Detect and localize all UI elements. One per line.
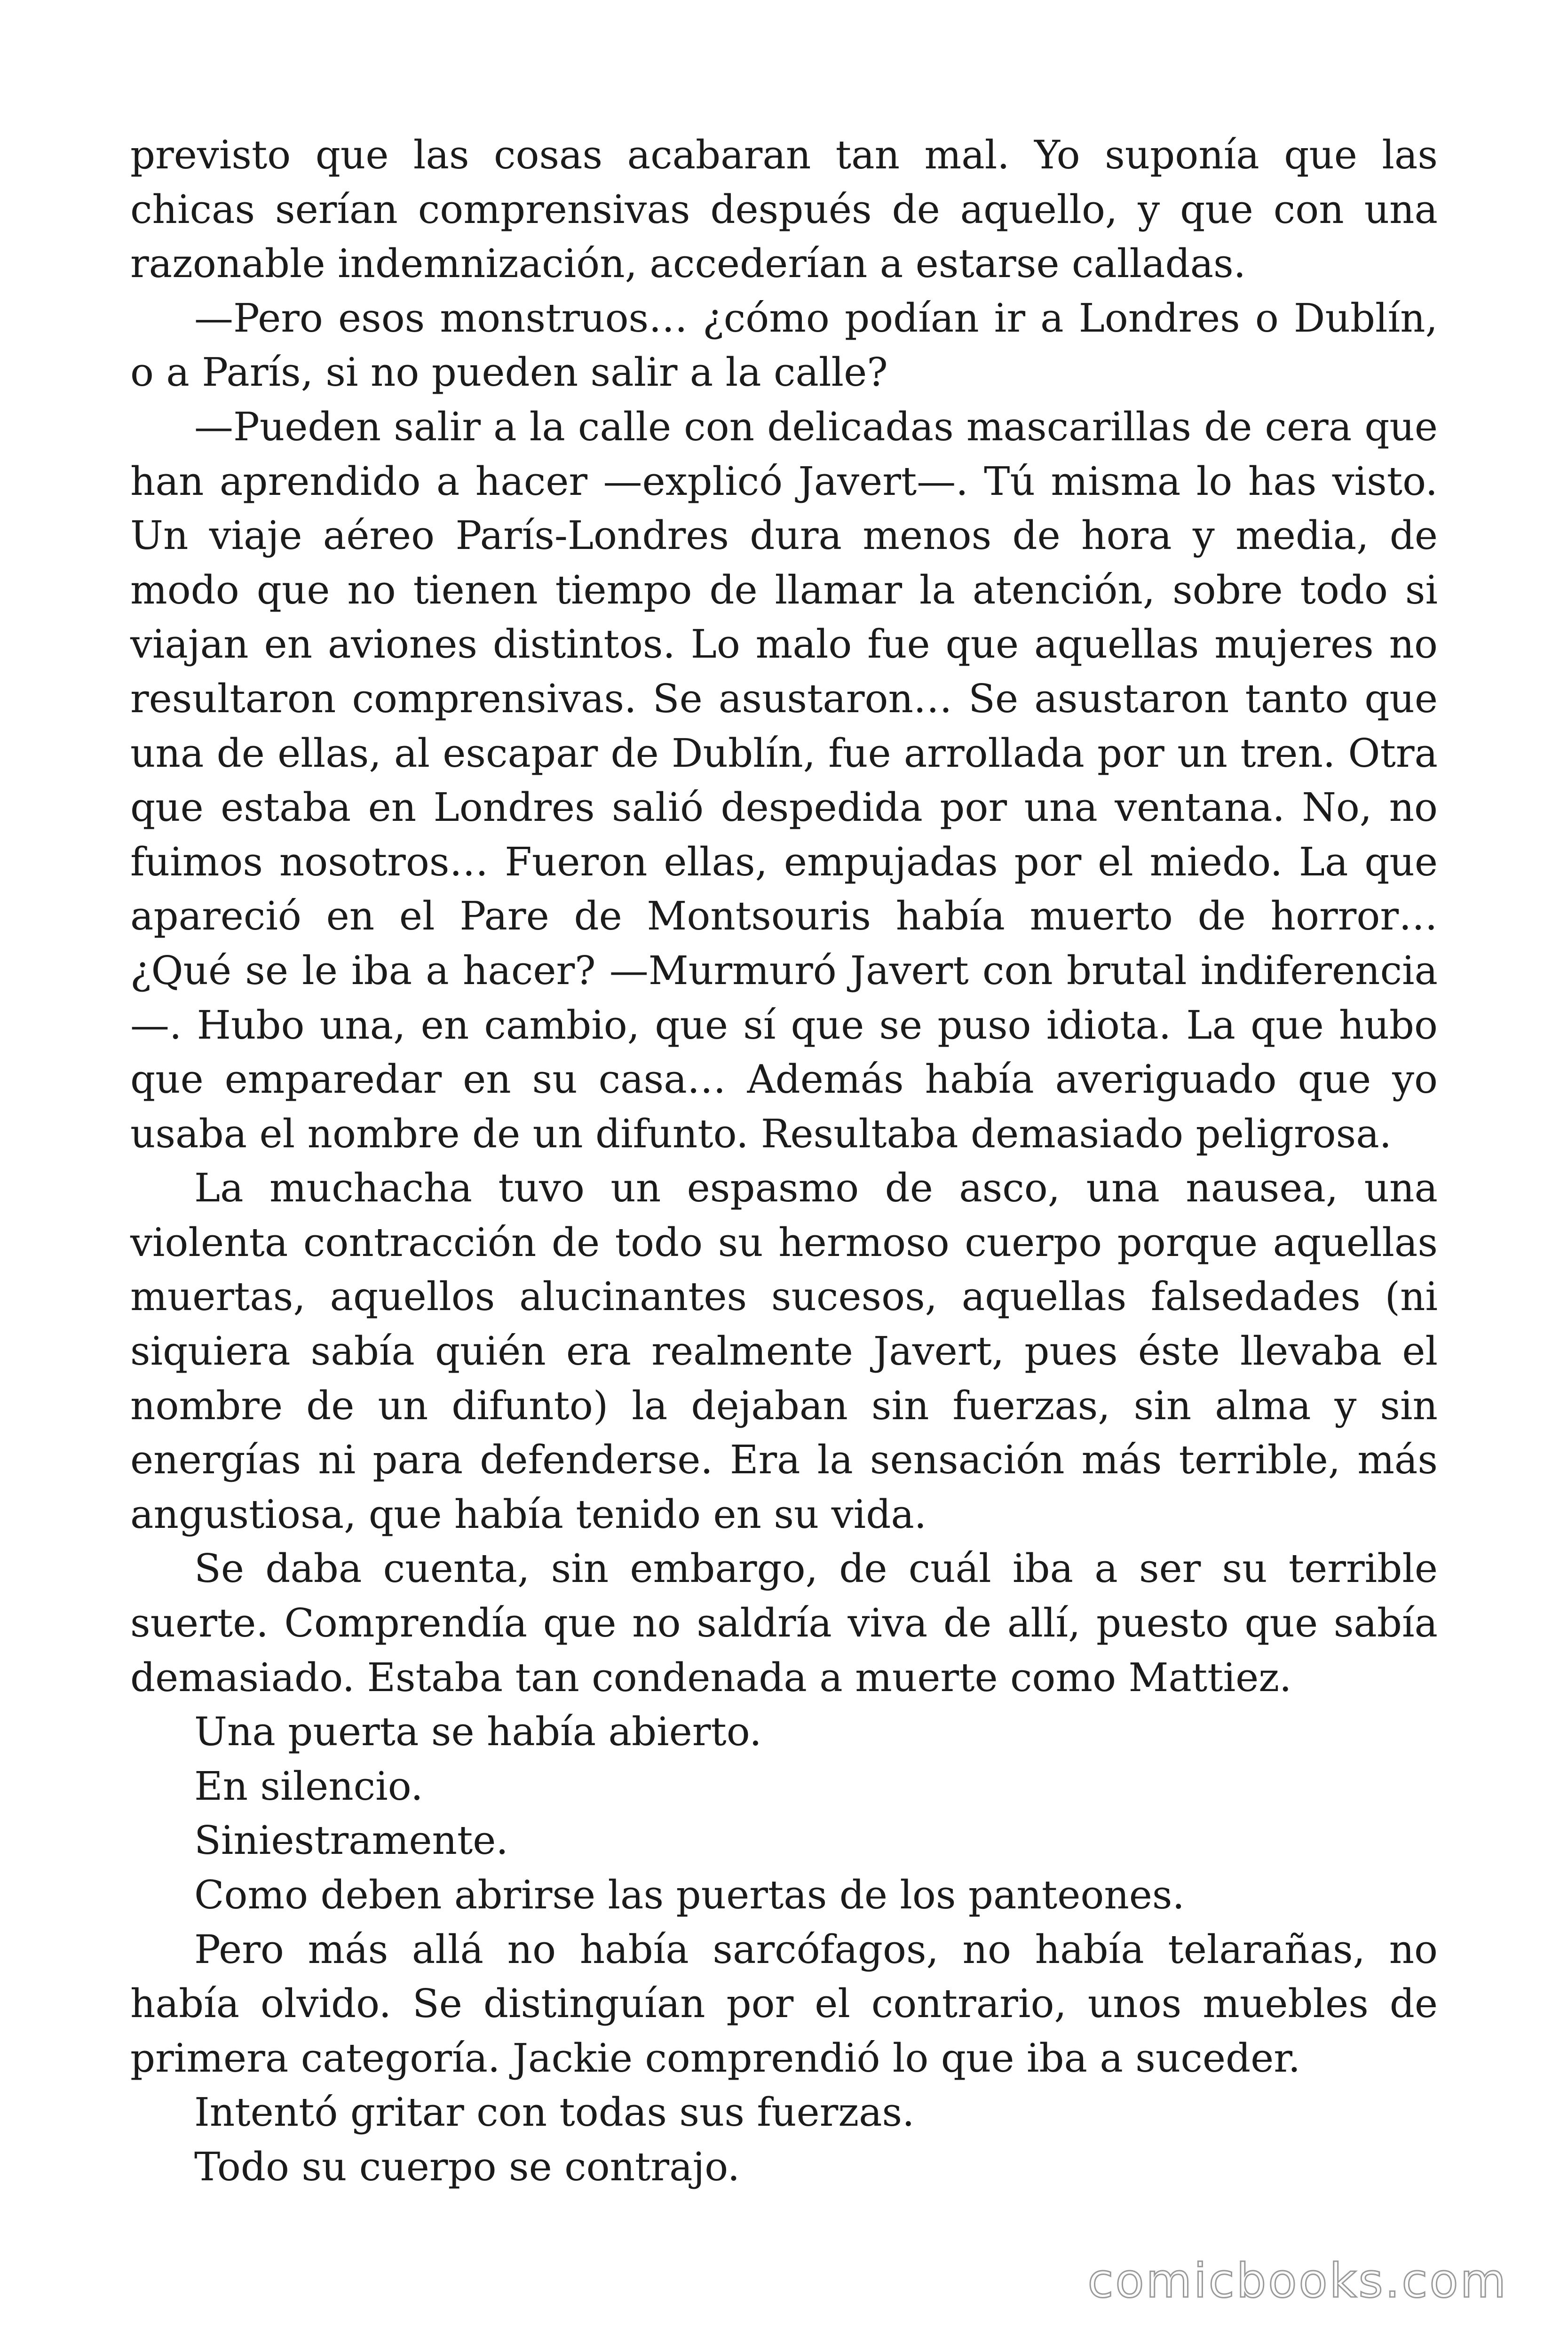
paragraph-7: En silencio.: [194, 1763, 423, 1809]
paragraph-10: Pero más allá no había sarcófagos, no había telarañas, no había olvido. Se distinguían por el contrario, unos muebles de primera categoría. Jackie comprendió lo que iba a suceder.: [130, 1926, 1438, 2081]
paragraph-3: —Pueden salir a la calle con delicadas mascarillas de cera que han aprendido a hacer —explicó Javert—. Tú misma lo has visto. Un viaje aéreo París-Londres dura menos de hora y media, de modo que no tienen tiempo de llamar la atención, sobre todo si viajan en aviones distintos. Lo malo fue que aquellas mujeres no resultaron comprensivas. Se asustaron… Se asustaron tanto que una de ellas, al escapar de Dublín, fue arrollada por un tren. Otra que estaba en Londres salió despedida por una ventana. No, no fuimos nosotros… Fueron ellas, empujadas por el miedo. La que apareció en el Pare de Montsouris había muerto de horror… ¿Qué se le iba a hacer? —Murmuró Javert con brutal indiferencia—. Hubo una, en cambio, que sí que se puso idiota. La que hubo que emparedar en su casa… Además había averiguado que yo usaba el nombre de un difunto. Resultaba demasiado peligrosa.: [130, 404, 1438, 1157]
paragraph-1: previsto que las cosas acabaran tan mal. Yo suponía que las chicas serían comprensivas después de aquello, y que con una razonable indemnización, accederían a estarse calladas.: [130, 132, 1438, 287]
paragraph-5: Se daba cuenta, sin embargo, de cuál iba a ser su terrible suerte. Comprendía que no saldría viva de allí, puesto que sabía demasiado. Estaba tan condenada a muerte como Mattiez.: [130, 1546, 1438, 1700]
paragraph-12: Todo su cuerpo se contrajo.: [194, 2144, 740, 2190]
paragraph-2: —Pero esos monstruos… ¿cómo podían ir a Londres o Dublín, o a París, si no pueden salir a la calle?: [130, 295, 1438, 396]
watermark: comicbooks.com: [1087, 2253, 1508, 2308]
paragraph-6: Una puerta se había abierto.: [194, 1709, 762, 1755]
paragraph-4: La muchacha tuvo un espasmo de asco, una nausea, una violenta contracción de todo su hermoso cuerpo porque aquellas muertas, aquellos alucinantes sucesos, aquellas falsedades (ni siquiera sabía quién era realmente Javert, pues éste llevaba el nombre de un difunto) la dejaban sin fuerzas, sin alma y sin energías ni para defenderse. Era la sensación más terrible, más angustiosa, que había tenido en su vida.: [130, 1165, 1438, 1537]
paragraph-11: Intentó gritar con todas sus fuerzas.: [194, 2090, 915, 2136]
page-body-text: [130, 128, 1438, 2194]
paragraph-8: Siniestramente.: [194, 1818, 508, 1864]
paragraph-9: Como deben abrirse las puertas de los panteones.: [194, 1872, 1185, 1918]
